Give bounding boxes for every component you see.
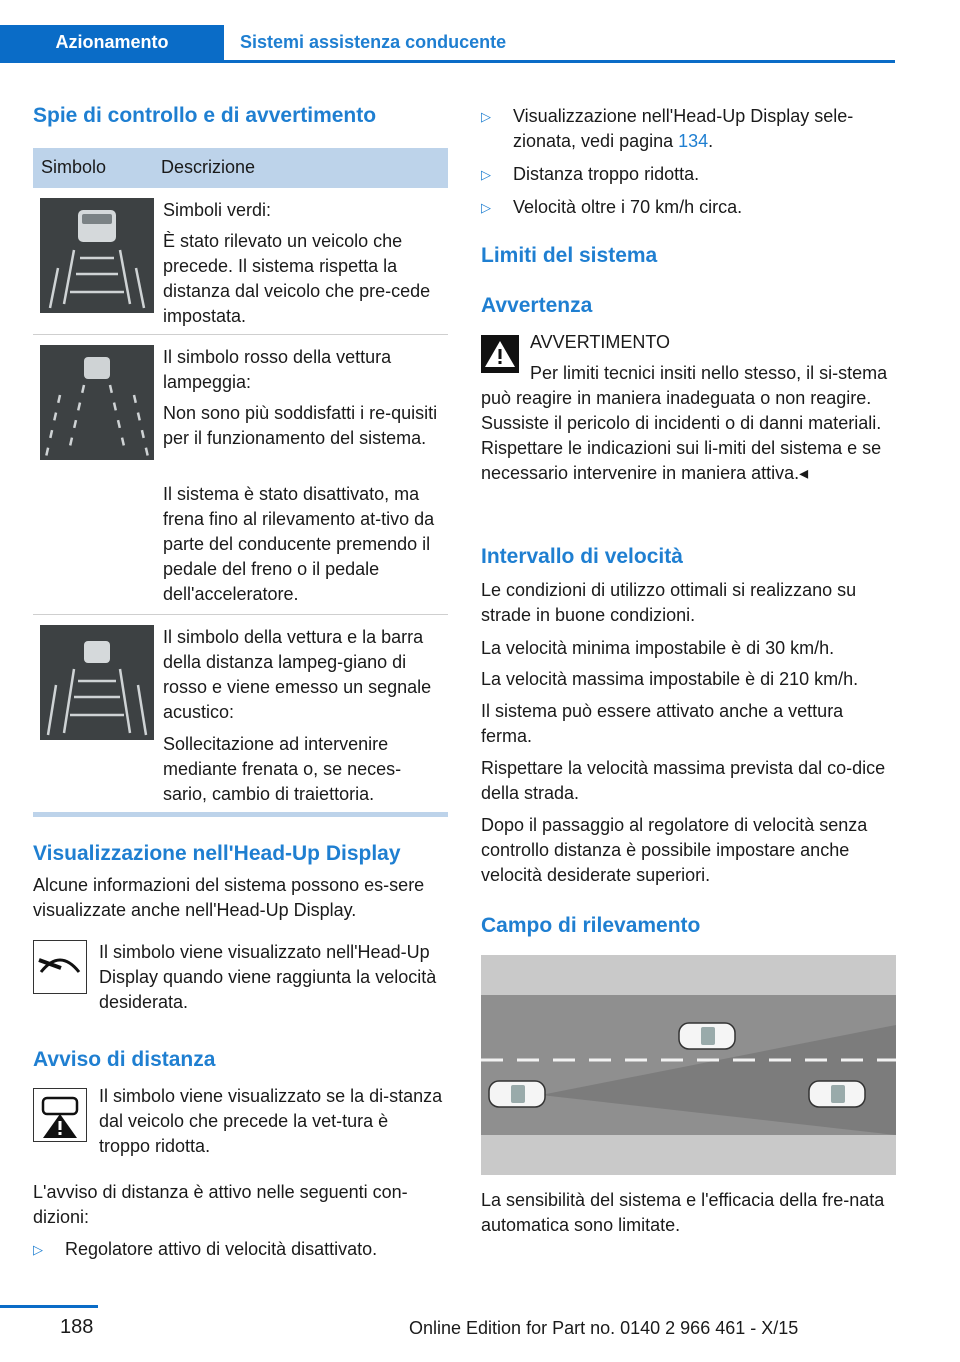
footer-rule: [0, 1305, 98, 1308]
section-title-velocita: Intervallo di velocità: [481, 545, 683, 568]
list-item: [481, 162, 896, 187]
row3-title: Il simbolo della vettura e la barra della distanza lampeg-giano di rosso e viene emesso un segnale acustico:: [163, 627, 432, 722]
distance-warning-icon: [33, 1088, 87, 1142]
speed-paragraph: Rispettare la velocità massima prevista dal co-dice della strada.: [481, 758, 886, 803]
row1-title: Simboli verdi:: [163, 200, 272, 220]
col-header-symbol: Simbolo: [41, 157, 107, 177]
section-title-limiti: Limiti del sistema: [481, 244, 658, 267]
list-item-text-end: .: [708, 131, 714, 151]
bullet-triangle-icon: ▷: [481, 167, 491, 182]
tab-azionamento[interactable]: Azionamento: [0, 25, 224, 60]
speed-paragraph: Dopo il passaggio al regolatore di velocità senza controllo distanza è possibile impostare anche velocità desiderate superiori.: [481, 815, 868, 885]
list-item-text: Visualizzazione nell'Head-Up Display sele-zionata, vedi pagina: [513, 106, 854, 151]
bullet-triangle-icon: ▷: [481, 200, 491, 215]
speed-paragraph: La velocità massima impostabile è di 210 km/h.: [481, 669, 859, 689]
col-header-description: Descrizione: [161, 157, 256, 177]
speed-paragraph: La velocità minima impostabile è di 30 km/h.: [481, 638, 835, 658]
row-divider: [33, 334, 448, 335]
section-title-avvertenza: Avvertenza: [481, 294, 593, 317]
speed-paragraph: Le condizioni di utilizzo ottimali si realizzano su strade in buone condizioni.: [481, 580, 857, 625]
page-link[interactable]: 134: [678, 131, 709, 151]
speedometer-icon: [33, 940, 87, 994]
hud-intro: Alcune informazioni del sistema possono es-sere visualizzate anche nell'Head-Up Display.: [33, 875, 425, 920]
row2-text-b: Il sistema è stato disattivato, ma frena fino al rilevamento at-tivo da parte del conducente premendo il pedale del freno o il pedale dell'acceleratore.: [163, 484, 435, 604]
distance-icon-text: Il simbolo viene visualizzato se la di-stanza dal veicolo che precede la vet-tura è troppo ridotta.: [99, 1086, 443, 1156]
distance-conditions: L'avviso di distanza è attivo nelle seguenti con-dizioni:: [33, 1182, 408, 1227]
bullet-triangle-icon: ▷: [33, 1242, 43, 1257]
section-title-hud: Visualizzazione nell'Head-Up Display: [33, 842, 401, 865]
row1-text: È stato rilevato un veicolo che precede. Il sistema rispetta la distanza dal veicolo che pre-cede impostata.: [163, 231, 431, 326]
row3-text: Sollecitazione ad intervenire mediante frenata o, se neces-sario, cambio di traiettoria.: [163, 734, 402, 804]
list-item-text: Velocità oltre i 70 km/h circa.: [513, 197, 743, 217]
list-item-text: Distanza troppo ridotta.: [513, 164, 700, 184]
detection-range-illustration: [481, 955, 896, 1175]
page-number: 188: [60, 1316, 94, 1338]
list-item: [33, 1237, 448, 1262]
car-ahead-green-icon: [40, 198, 154, 313]
table-bottom-rule: [33, 812, 448, 817]
row2-title: Il simbolo rosso della vettura lampeggia:: [163, 347, 392, 392]
edition-note: Online Edition for Part no. 0140 2 966 461 - X/15: [409, 1318, 799, 1338]
tab-sistemi-assistenza[interactable]: Sistemi assistenza conducente: [240, 32, 507, 52]
list-item: [481, 195, 896, 220]
car-red-flashing-icon: [40, 345, 154, 460]
car-distance-bar-red-icon: [40, 625, 154, 740]
section-title-spie: Spie di controllo e di avvertimento: [33, 104, 377, 127]
row2-text-a: Non sono più soddisfatti i re-quisiti per il funzionamento del sistema.: [163, 403, 438, 448]
bullet-triangle-icon: ▷: [481, 109, 491, 124]
section-title-distanza: Avviso di distanza: [33, 1048, 216, 1071]
speed-paragraph: Il sistema può essere attivato anche a vettura ferma.: [481, 701, 844, 746]
list-item-text: Regolatore attivo di velocità disattivato.: [65, 1239, 378, 1259]
header-rule: [0, 60, 895, 63]
row-divider: [33, 614, 448, 615]
page-header: [0, 0, 960, 64]
hud-icon-text: Il simbolo viene visualizzato nell'Head-Up Display quando viene raggiunta la velocità desiderata.: [99, 942, 437, 1012]
detection-caption: La sensibilità del sistema e l'efficacia della fre-nata automatica sono limitate.: [481, 1190, 885, 1235]
warning-label: AVVERTIMENTO: [530, 332, 671, 352]
list-item: [481, 104, 896, 154]
table-header: [33, 148, 448, 188]
warning-text: Per limiti tecnici insiti nello stesso, il si-stema può reagire in maniera inadeguata o non reagire. Sussiste il pericolo di incidenti o di danni materiali. Rispettare le indicazioni sui li-miti del sistema e se necessario intervenire in maniera attiva.◂: [481, 363, 888, 483]
section-title-campo: Campo di rilevamento: [481, 914, 701, 937]
